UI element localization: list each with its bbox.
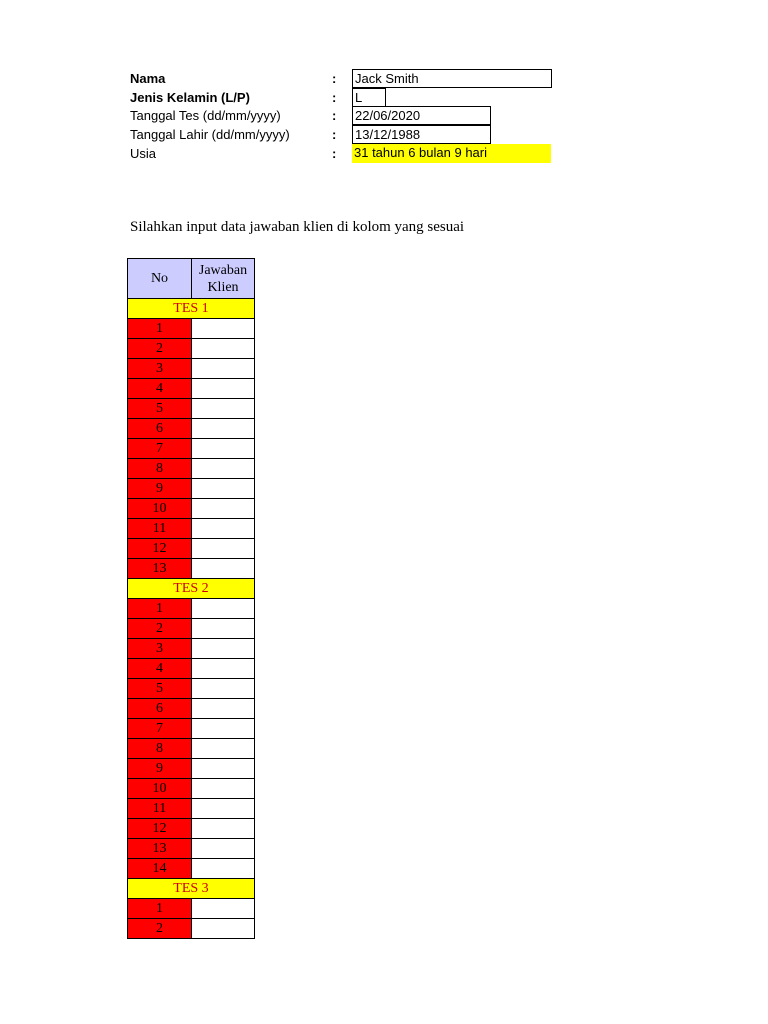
answer-cell[interactable] bbox=[192, 559, 255, 579]
question-number: 10 bbox=[128, 499, 192, 519]
answer-cell[interactable] bbox=[192, 839, 255, 859]
answer-cell[interactable] bbox=[192, 339, 255, 359]
info-row-age bbox=[0, 144, 768, 163]
answer-cell[interactable] bbox=[192, 859, 255, 879]
table-row bbox=[128, 519, 255, 539]
table-row bbox=[128, 739, 255, 759]
table-row bbox=[128, 479, 255, 499]
table-row bbox=[128, 719, 255, 739]
age-value: 31 tahun 6 bulan 9 hari bbox=[352, 144, 551, 163]
answer-cell[interactable] bbox=[192, 679, 255, 699]
question-number: 13 bbox=[128, 839, 192, 859]
question-number: 9 bbox=[128, 479, 192, 499]
colon: : bbox=[332, 108, 337, 123]
label-gender: Jenis Kelamin (L/P) bbox=[130, 90, 250, 105]
question-number: 7 bbox=[128, 439, 192, 459]
answer-cell[interactable] bbox=[192, 639, 255, 659]
question-number: 2 bbox=[128, 339, 192, 359]
question-number: 3 bbox=[128, 639, 192, 659]
question-number: 1 bbox=[128, 899, 192, 919]
info-row-nama bbox=[0, 69, 768, 88]
section-row-tes-1 bbox=[128, 299, 255, 319]
colon: : bbox=[332, 90, 337, 105]
question-number: 1 bbox=[128, 599, 192, 619]
table-row bbox=[128, 399, 255, 419]
label-birth-date: Tanggal Lahir (dd/mm/yyyy) bbox=[130, 127, 290, 142]
colon: : bbox=[332, 146, 337, 161]
section-title: TES 2 bbox=[128, 579, 255, 599]
table-row bbox=[128, 699, 255, 719]
answer-cell[interactable] bbox=[192, 479, 255, 499]
info-row-birth-date bbox=[0, 125, 768, 144]
table-row bbox=[128, 899, 255, 919]
table-row bbox=[128, 919, 255, 939]
table-row bbox=[128, 439, 255, 459]
question-number: 11 bbox=[128, 799, 192, 819]
test-date-field[interactable]: 22/06/2020 bbox=[352, 106, 491, 125]
table-row bbox=[128, 599, 255, 619]
table-row bbox=[128, 339, 255, 359]
question-number: 1 bbox=[128, 319, 192, 339]
answer-cell[interactable] bbox=[192, 659, 255, 679]
table-row bbox=[128, 459, 255, 479]
name-field[interactable]: Jack Smith bbox=[352, 69, 552, 88]
answer-cell[interactable] bbox=[192, 919, 255, 939]
table-row bbox=[128, 419, 255, 439]
section-title: TES 1 bbox=[128, 299, 255, 319]
table-row bbox=[128, 679, 255, 699]
question-number: 12 bbox=[128, 539, 192, 559]
table-row bbox=[128, 759, 255, 779]
label-test-date: Tanggal Tes (dd/mm/yyyy) bbox=[130, 108, 281, 123]
question-number: 12 bbox=[128, 819, 192, 839]
gender-field[interactable]: L bbox=[352, 88, 386, 107]
birth-date-field[interactable]: 13/12/1988 bbox=[352, 125, 491, 144]
question-number: 2 bbox=[128, 919, 192, 939]
label-age: Usia bbox=[130, 146, 157, 161]
answer-cell[interactable] bbox=[192, 459, 255, 479]
answer-cell[interactable] bbox=[192, 359, 255, 379]
table-row bbox=[128, 559, 255, 579]
answer-table-body bbox=[128, 299, 255, 939]
header-answer-line2: Klien bbox=[207, 279, 239, 295]
question-number: 13 bbox=[128, 559, 192, 579]
table-row bbox=[128, 539, 255, 559]
question-number: 14 bbox=[128, 859, 192, 879]
answer-cell[interactable] bbox=[192, 539, 255, 559]
answer-cell[interactable] bbox=[192, 599, 255, 619]
answer-cell[interactable] bbox=[192, 719, 255, 739]
answer-cell[interactable] bbox=[192, 759, 255, 779]
question-number: 7 bbox=[128, 719, 192, 739]
table-row bbox=[128, 659, 255, 679]
colon: : bbox=[332, 127, 337, 142]
section-row-tes-3 bbox=[128, 879, 255, 899]
question-number: 8 bbox=[128, 459, 192, 479]
answer-cell[interactable] bbox=[192, 779, 255, 799]
answer-cell[interactable] bbox=[192, 739, 255, 759]
table-row bbox=[128, 859, 255, 879]
table-header-row bbox=[128, 259, 255, 299]
answer-cell[interactable] bbox=[192, 699, 255, 719]
answer-cell[interactable] bbox=[192, 619, 255, 639]
answer-cell[interactable] bbox=[192, 819, 255, 839]
answer-cell[interactable] bbox=[192, 439, 255, 459]
table-row bbox=[128, 639, 255, 659]
answer-cell[interactable] bbox=[192, 499, 255, 519]
table-row bbox=[128, 819, 255, 839]
table-row bbox=[128, 359, 255, 379]
question-number: 9 bbox=[128, 759, 192, 779]
question-number: 4 bbox=[128, 379, 192, 399]
question-number: 8 bbox=[128, 739, 192, 759]
answer-cell[interactable] bbox=[192, 319, 255, 339]
question-number: 5 bbox=[128, 399, 192, 419]
table-row bbox=[128, 499, 255, 519]
answer-cell[interactable] bbox=[192, 899, 255, 919]
table-row bbox=[128, 379, 255, 399]
question-number: 4 bbox=[128, 659, 192, 679]
section-row-tes-2 bbox=[128, 579, 255, 599]
info-row-gender bbox=[0, 88, 768, 107]
table-row bbox=[128, 779, 255, 799]
table-row bbox=[128, 839, 255, 859]
label-nama: Nama bbox=[130, 71, 166, 86]
colon: : bbox=[332, 71, 337, 86]
answer-cell[interactable] bbox=[192, 519, 255, 539]
instruction-text: Silahkan input data jawaban klien di kolom yang sesuai bbox=[130, 219, 465, 235]
section-title: TES 3 bbox=[128, 879, 255, 899]
table-row bbox=[128, 799, 255, 819]
question-number: 10 bbox=[128, 779, 192, 799]
answer-table bbox=[127, 258, 255, 939]
answer-cell[interactable] bbox=[192, 799, 255, 819]
header-no: No bbox=[128, 259, 192, 299]
question-number: 3 bbox=[128, 359, 192, 379]
header-answer bbox=[192, 259, 255, 299]
question-number: 11 bbox=[128, 519, 192, 539]
question-number: 6 bbox=[128, 419, 192, 439]
answer-cell[interactable] bbox=[192, 379, 255, 399]
answer-cell[interactable] bbox=[192, 419, 255, 439]
question-number: 6 bbox=[128, 699, 192, 719]
answer-cell[interactable] bbox=[192, 399, 255, 419]
table-row bbox=[128, 319, 255, 339]
info-row-test-date bbox=[0, 106, 768, 125]
question-number: 2 bbox=[128, 619, 192, 639]
question-number: 5 bbox=[128, 679, 192, 699]
header-answer-line1: Jawaban bbox=[198, 262, 248, 278]
table-row bbox=[128, 619, 255, 639]
